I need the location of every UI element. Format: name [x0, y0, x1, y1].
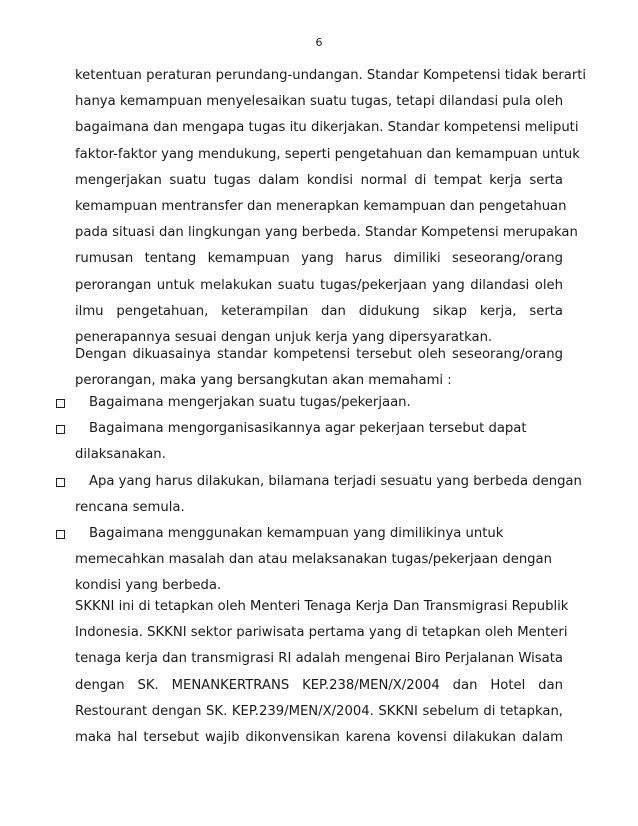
paragraph-2: [75, 342, 563, 394]
paragraph-line: bagaimana dan mengapa tugas itu dikerjakan. Standar kompetensi meliputi: [75, 120, 579, 136]
paragraph-3: [75, 594, 569, 751]
bullet-text: Bagaimana menggunakan kemampuan yang dimilikinya untuk: [89, 525, 504, 541]
bullet-continuation: rencana semula.: [75, 499, 185, 515]
paragraph-line: Restourant dengan SK. KEP.239/MEN/X/2004. SKKNI sebelum di tetapkan,: [75, 703, 563, 719]
bullet-text: Bagaimana mengerjakan suatu tugas/pekerjaan.: [89, 395, 411, 410]
bullet-item: [75, 521, 563, 547]
bullet-text: Apa yang harus dilakukan, bilamana terjadi sesuatu yang berbeda dengan: [89, 473, 582, 489]
checkbox-bullet-icon: [56, 425, 65, 434]
bullet-continuation: memecahkan masalah dan atau melaksanakan tugas/pekerjaan dengan: [75, 552, 552, 568]
paragraph-line: Indonesia. SKKNI sektor pariwisata pertama yang di tetapkan oleh Menteri: [75, 625, 568, 641]
paragraph-1: [75, 63, 587, 351]
paragraph-line: Dengan dikuasainya standar kompetensi tersebut oleh seseorang/orang: [75, 347, 563, 362]
checkbox-bullet-icon: [56, 478, 65, 487]
checkbox-bullet-icon: [56, 399, 65, 408]
paragraph-line: maka hal tersebut wajib dikonvensikan karena kovensi dilakukan dalam: [75, 729, 563, 745]
paragraph-line: dengan SK. MENANKERTRANS KEP.238/MEN/X/2004 dan Hotel dan: [75, 677, 563, 693]
paragraph-line: penerapannya sesuai dengan unjuk kerja yang dipersyaratkan.: [75, 329, 493, 345]
bullet-item: [75, 416, 563, 442]
paragraph-line: perorangan untuk melakukan suatu tugas/pekerjaan yang dilandasi oleh: [75, 277, 563, 293]
bullet-list: [75, 390, 582, 600]
bullet-continuation: kondisi yang berbeda.: [75, 578, 222, 594]
bullet-item: [75, 469, 582, 495]
bullet-item: [75, 390, 563, 416]
paragraph-line: mengerjakan suatu tugas dalam kondisi normal di tempat kerja serta: [75, 172, 563, 188]
page-number: 6: [315, 36, 323, 49]
paragraph-line: pada situasi dan lingkungan yang berbeda. Standar Kompetensi merupakan: [75, 225, 578, 241]
bullet-text: Bagaimana mengorganisasikannya agar pekerjaan tersebut dapat: [89, 421, 527, 437]
paragraph-line: ilmu pengetahuan, keterampilan dan didukung sikap kerja, serta: [75, 303, 563, 319]
paragraph-line: hanya kemampuan menyelesaikan suatu tugas, tetapi dilandasi pula oleh: [75, 94, 564, 110]
paragraph-line: kemampuan mentransfer dan menerapkan kemampuan dan pengetahuan: [75, 198, 567, 214]
paragraph-line: faktor-faktor yang mendukung, seperti pengetahuan dan kemampuan untuk: [75, 146, 580, 162]
checkbox-bullet-icon: [56, 530, 65, 539]
paragraph-line: perorangan, maka yang bersangkutan akan memahami :: [75, 373, 452, 389]
paragraph-line: rumusan tentang kemampuan yang harus dimiliki seseorang/orang: [75, 251, 563, 267]
paragraph-line: SKKNI ini di tetapkan oleh Menteri Tenaga Kerja Dan Transmigrasi Republik: [75, 599, 569, 614]
bullet-continuation: dilaksanakan.: [75, 447, 166, 463]
paragraph-line: tenaga kerja dan transmigrasi RI adalah mengenai Biro Perjalanan Wisata: [75, 651, 563, 667]
paragraph-line: ketentuan peraturan perundang-undangan. Standar Kompetensi tidak berarti: [75, 68, 587, 83]
